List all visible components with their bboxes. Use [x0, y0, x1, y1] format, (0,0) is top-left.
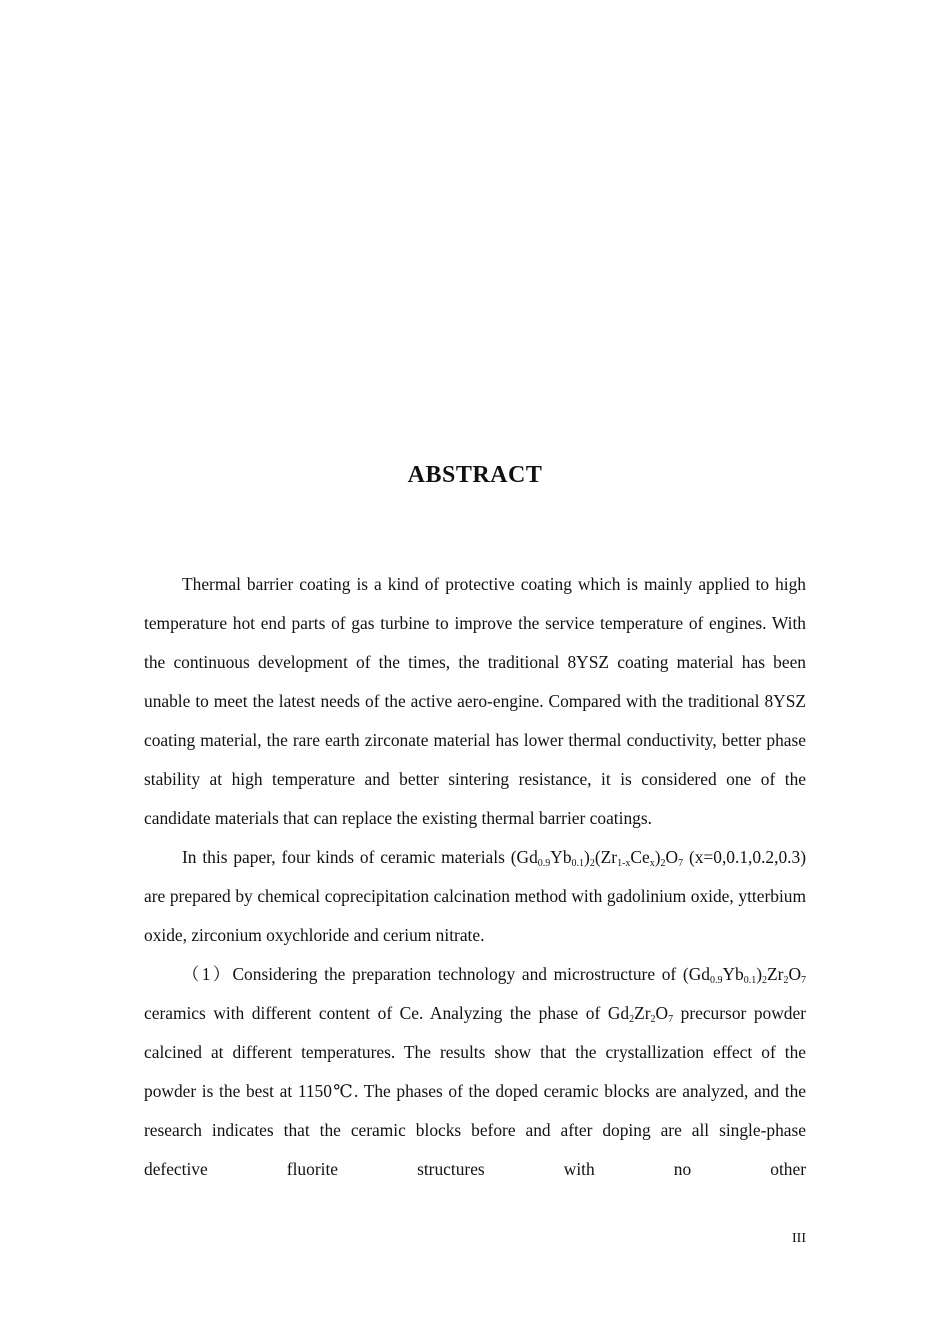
paragraph-3-text: Zr	[767, 964, 784, 984]
abstract-body	[144, 565, 806, 1189]
paragraph-3-text: O	[788, 964, 801, 984]
paragraph-3-text: （1）Considering the preparation technology and microstructure of (Gd	[182, 964, 710, 984]
paragraph-3-text: Zr	[634, 1003, 651, 1023]
subscript: x	[649, 858, 655, 869]
subscript: 2	[783, 975, 789, 986]
subscript: 1-x	[617, 858, 631, 869]
paragraph-3-text: )	[756, 964, 763, 984]
subscript: 0.9	[537, 858, 551, 869]
paragraph-3-text: Yb	[722, 964, 744, 984]
paragraph-2	[144, 838, 806, 955]
paragraph-1: Thermal barrier coating is a kind of protective coating which is mainly applied to high temperature hot end parts of gas turbine to improve the service temperature of engines. With the continuous development of the times, the traditional 8YSZ coating material has been unable to meet the latest needs of the active aero-engine. Compared with the traditional 8YSZ coating material, the rare earth zirconate material has lower thermal conductivity, better phase stability at high temperature and better sintering resistance, it is considered one of the candidate materials that can replace the existing thermal barrier coatings.	[144, 574, 806, 828]
subscript: 2	[660, 858, 666, 869]
page-number: III	[792, 1231, 806, 1246]
subscript: 7	[668, 1014, 674, 1025]
paragraph-2-text: O	[665, 847, 679, 867]
subscript: 7	[678, 858, 684, 869]
subscript: 2	[589, 858, 595, 869]
paragraph-3	[144, 955, 806, 1189]
subscript: 7	[801, 975, 806, 986]
paragraph-3-text: precursor powder calcined at different temperatures. The results show that the crystallization effect of the powder is the best at 1150℃. The phases of the doped ceramic blocks are analyzed, and the research indicates that the ceramic blocks before and after doping are all single-phase defective fluorite structures with no other	[144, 1003, 806, 1179]
paragraph-3-text: ceramics with different content of Ce. Analyzing the phase of Gd	[144, 1003, 630, 1023]
paragraph-2-text: Yb	[550, 847, 572, 867]
paragraph-2-text: (Zr	[594, 847, 618, 867]
subscript: 0.1	[571, 858, 585, 869]
paragraph-2-text: )	[654, 847, 661, 867]
subscript: 0.9	[709, 975, 723, 986]
subscript: 2	[629, 1014, 635, 1025]
paragraph-3-text: O	[655, 1003, 669, 1023]
subscript: 2	[762, 975, 768, 986]
paragraph-2-text: Ce	[630, 847, 650, 867]
paragraph-2-text: (x=0,0.1,0.2,0.3) are prepared by chemical coprecipitation calcination method with gadolinium oxide, ytterbium oxide, zirconium oxychloride and cerium nitrate.	[144, 847, 806, 945]
paragraph-2-text: )	[584, 847, 590, 867]
subscript: 2	[650, 1014, 656, 1025]
abstract-title: ABSTRACT	[407, 462, 543, 488]
paragraph-2-text: In this paper, four kinds of ceramic materials (Gd	[182, 847, 538, 867]
subscript: 0.1	[743, 975, 757, 986]
